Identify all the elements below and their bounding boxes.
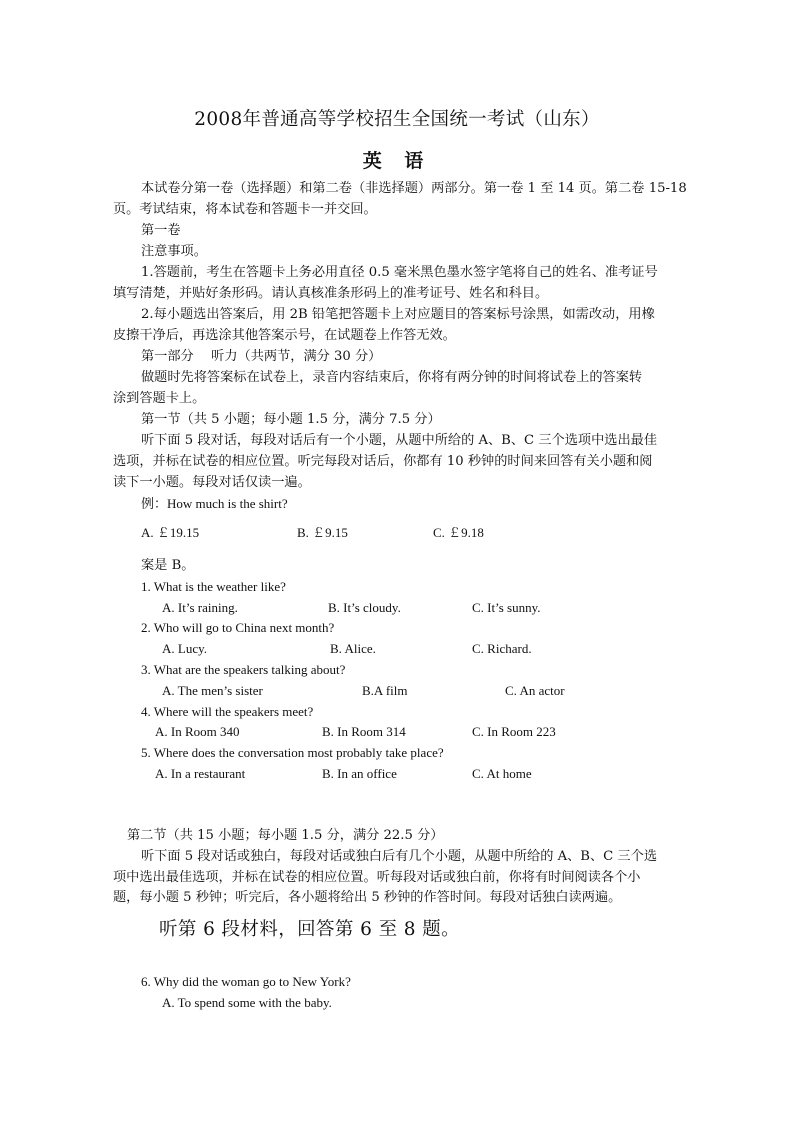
option-b: B. In an office [322, 766, 397, 781]
example-option-a: A. ￡19.15 [141, 525, 200, 540]
example-option-c: C. ￡9.18 [433, 525, 484, 540]
option-a: A. To spend some with the baby. [162, 995, 332, 1010]
option-b: B. In Room 314 [322, 724, 406, 739]
question: 1. What is the weather like? [141, 579, 286, 594]
section1-desc: 读下一小题。每段对话仅读一遍。 [113, 475, 311, 490]
part1-desc: 涂到答题卡上。 [113, 391, 206, 406]
volume-label: 第一卷 [141, 223, 181, 238]
intro-line: 本试卷分第一卷（选择题）和第二卷（非选择题）两部分。第一卷 1 至 14 页。第二卷 15-18 [141, 181, 687, 196]
intro-line: 页。考试结束，将本试卷和答题卡一并交回。 [113, 202, 377, 217]
option-c: C. In Room 223 [472, 724, 556, 739]
section2-desc: 项中选出最佳选项，并标在试卷的相应位置。听每段对话或独白前，你将有时间阅读各个小 [113, 870, 641, 885]
notice-item: 1.答题前，考生在答题卡上务必用直径 0.5 毫米黑色墨水签字笔将自己的姓名、准考证号 [141, 265, 658, 280]
notice-heading: 注意事项。 [141, 244, 207, 259]
question: 4. Where will the speakers meet? [141, 704, 314, 719]
question: 3. What are the speakers talking about? [141, 662, 346, 677]
section2-desc: 题，每小题 5 秒钟；听完后，各小题将给出 5 秒钟的作答时间。每段对话独白读两遍。 [113, 890, 622, 905]
question: 6. Why did the woman go to New York? [141, 974, 351, 989]
section2-heading: 第二节（共 15 小题；每小题 1.5 分，满分 22.5 分） [127, 828, 444, 843]
option-a: A. In a restaurant [155, 766, 246, 781]
page-title: 2008年普通高等学校招生全国统一考试（山东） [194, 109, 600, 130]
notice-item: 填写清楚，并贴好条形码。请认真核准条形码上的准考证号、姓名和科目。 [113, 286, 549, 301]
example-answer: 案是 B。 [141, 558, 195, 573]
section1-desc: 听下面 5 段对话，每段对话后有一个小题，从题中所给的 A、B、C 三个选项中选出最佳 [141, 433, 658, 448]
section1-desc: 选项，并标在试卷的相应位置。听完每段对话后，你都有 10 秒钟的时间来回答有关小题和阅 [113, 454, 653, 469]
option-b: B.A film [362, 683, 408, 698]
option-a: A. Lucy. [162, 641, 208, 656]
notice-item: 2.每小题选出答案后，用 2B 铅笔把答题卡上对应题目的答案标号涂黑，如需改动，用橡 [141, 307, 655, 322]
part1-desc: 做题时先将答案标在试卷上，录音内容结束后，你将有两分钟的时间将试卷上的答案转 [141, 370, 643, 385]
option-a: A. In Room 340 [155, 724, 240, 739]
example-question: 例：How much is the shirt? [141, 496, 288, 511]
material-heading: 听第 6 段材料，回答第 6 至 8 题。 [159, 919, 460, 940]
option-c: C. At home [472, 766, 532, 781]
question: 5. Where does the conversation most probably take place? [141, 745, 444, 760]
question: 2. Who will go to China next month? [141, 620, 335, 635]
section1-heading: 第一节（共 5 小题；每小题 1.5 分，满分 7.5 分） [141, 412, 441, 427]
option-a: A. It’s raining. [162, 600, 238, 615]
option-b: B. It’s cloudy. [328, 600, 401, 615]
subject-title: 英 语 [362, 150, 432, 172]
example-option-b: B. ￡9.15 [297, 525, 348, 540]
notice-item: 皮擦干净后，再选涂其他答案示号，在试题卷上作答无效。 [113, 328, 456, 343]
option-a: A. The men’s sister [162, 683, 263, 698]
option-b: B. Alice. [330, 641, 376, 656]
option-c: C. It’s sunny. [472, 600, 541, 615]
option-c: C. Richard. [472, 641, 532, 656]
option-c: C. An actor [505, 683, 565, 698]
section2-desc: 听下面 5 段对话或独白，每段对话或独白后有几个小题，从题中所给的 A、B、C 三个选 [141, 849, 658, 864]
part1-heading: 第一部分 听力（共两节，满分 30 分） [141, 349, 382, 364]
